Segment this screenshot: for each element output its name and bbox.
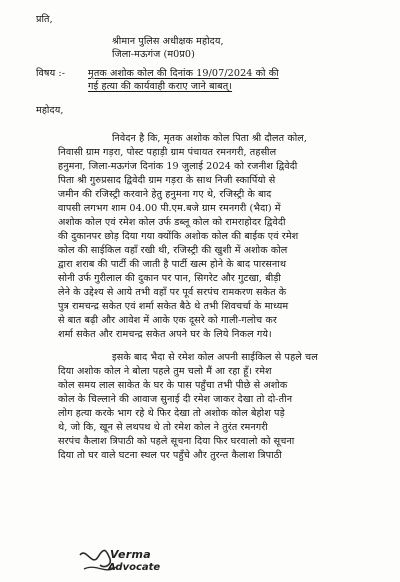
recipient-prefix: प्रति, [36, 14, 53, 25]
para1-line: लेने के उद्देश्य से आये तभी वहाँ पर पूर्व सरपंच रामकरण सकेत के [58, 287, 287, 298]
para2-line: कोल समय लाल साकेत के घर के पास पहुँचा तभी पीछे से अशोक [58, 380, 288, 391]
salutation: महोदय, [36, 105, 64, 116]
recipient-line-2: जिला-मऊगंज (म0प्र0) [112, 49, 195, 60]
para1-line: शर्मा सकेत और रामचन्द्र सकेत अपने घर के लिये निकल गये। [58, 329, 272, 340]
para1-line: अशोक कोल एवं रमेश कोल उर्फ डब्लू कोल को रामराहोदर द्विवेदी [58, 217, 286, 228]
subject-line-1: मृतक अशोक कोल की दिनांक 19/07/2024 को की [88, 68, 279, 79]
para2-line: थे, जो कि, खून से लथपथ थे तो रमेश कोल ने तुरंत रमनगरी [58, 422, 268, 433]
para2-line: दिया अशोक कोल ने बोला पहले तुम चलो मैं आ रहा हूँ। रमेश [58, 366, 272, 377]
para1-line: पिता श्री गुरुप्रसाद द्विवेदी ग्राम गड़रा के साथ निजी स्कार्पियो से [58, 175, 276, 186]
para2-line: लोग हत्या करके भाग रहे थे फिर देखा तो अशोक कोल बेहोश पड़े [58, 408, 285, 419]
para1-line: की दुकानपर छोड़ दिया गया क्योंकि अशोक कोल की बाईक एवं रमेश [58, 231, 299, 242]
para2-line: कोल के चिल्लाने की आवाज सुनाई दी रमेश जाकर देखा तो दो-तीन [58, 394, 293, 405]
para1-line: द्वारा शराब की पार्टी की जाती है पार्टी खत्म होने के बाद पारसनाथ [58, 259, 287, 270]
para2-line: इसके बाद भैदा से रमेश कोल अपनी साईकिल से पहले चल [112, 352, 318, 363]
para1-line: से बात बढ़ी और आवेश में आके एक दूसरे को गाली-गलोच कर [58, 315, 277, 326]
para1-line: सोनी उर्फ गुरीलाल की दुकान पर पान, सिगरेट और गुटखा, बीड़ी [58, 273, 282, 284]
subject-line-2: गई हत्या की कार्यवाही कराए जाने बाबत्। [88, 81, 233, 92]
signature-name: Verma [110, 548, 151, 561]
signature-title: Advocate [108, 562, 161, 573]
recipient-line-1: श्रीमान पुलिस अधीक्षक महोदय, [112, 36, 224, 47]
para1-line: जमीन की रजिस्ट्री करवाने हेतु हनुमना गए थे, रजिस्ट्री के बाद [58, 189, 272, 200]
para1-line: निवासी ग्राम गड़रा, पोस्ट पहाड़ी ग्राम पंचायत रमनगरी, तहसील [58, 147, 277, 158]
para2-line: सरपंच कैलाश त्रिपाठी को पहले सूचना दिया फिर घरवालो को सूचना [58, 436, 295, 447]
para1-line: वापसी लगभग शाम 04.00 पी.एम.बजे ग्राम रमनगरी (भैदा) में [58, 203, 281, 214]
para1-line: पुत्र रामचन्द्र सकेत एवं शर्मा सकेत बैठे थे तभी शिवचर्चा के माध्यम [58, 301, 289, 312]
subject-label: विषय :- [36, 68, 66, 79]
para1-line: निवेदन है कि, मृतक अशोक कोल पिता श्री दौलत कोल, [112, 133, 308, 144]
para1-line: कोल की साईकिल वहाँ रखी थी, रजिस्ट्री की खुशी में अशोक कोल [58, 245, 288, 256]
para2-line: दिया तो घर वाले घटना स्थल पर पहुँचे और तुरन्त कैलाश त्रिपाठी [58, 450, 282, 461]
para1-line: हनुमना, जिला-मऊगंज दिनांक 19 जुलाई 2024 को रजनीश द्विवेदी [58, 161, 298, 172]
